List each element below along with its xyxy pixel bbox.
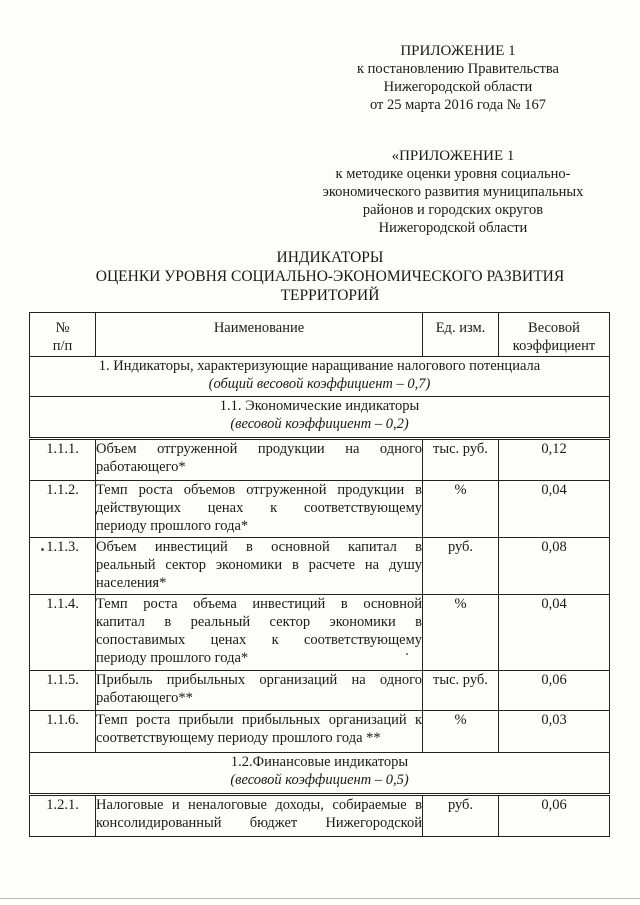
method-appendix-block: [298, 147, 608, 237]
appendix-line: ПРИЛОЖЕНИЕ 1: [400, 43, 516, 59]
table-header-row: [30, 313, 610, 357]
row-name: Темп роста объемов отгруженной продукции в действующих ценах к соответствующему периоду прошлого года*: [96, 481, 423, 538]
row-number: 1.1.3.: [30, 538, 96, 595]
appendix-block: [318, 42, 598, 114]
row-weight: 0,04: [499, 481, 610, 538]
subsection-row: [30, 753, 610, 795]
row-unit: %: [423, 595, 499, 671]
row-weight: 0,06: [499, 795, 610, 837]
row-weight: 0,04: [499, 595, 610, 671]
section-1-cell: [30, 357, 610, 397]
scan-speck: [406, 653, 408, 655]
title-line: ТЕРРИТОРИЙ: [280, 287, 380, 304]
appendix-line: от 25 марта 2016 года № 167: [370, 97, 546, 113]
row-weight: 0,12: [499, 439, 610, 481]
subsection-weight: (весовой коэффициент – 0,2): [230, 416, 409, 432]
document-title: [60, 248, 600, 305]
subsection-row: [30, 397, 610, 439]
subsection-1-2-cell: [30, 753, 610, 795]
scan-speck: [41, 548, 44, 551]
row-name: Темп роста объема инвестиций в основной капитал в реальный сектор экономики в сопоставимых ценах к соответствующему периоду прошлого года*: [96, 595, 423, 671]
header-unit: Ед. изм.: [423, 313, 499, 357]
subsection-title: 1.2.Финансовые индикаторы: [230, 754, 409, 770]
appendix-line: Нижегородской области: [383, 79, 533, 95]
subsection-1-1-cell: [30, 397, 610, 439]
row-unit: руб.: [423, 795, 499, 837]
row-unit: тыс. руб.: [423, 671, 499, 711]
appendix-line: к постановлению Правительства: [357, 61, 559, 77]
row-unit: тыс. руб.: [423, 439, 499, 481]
header-number: № п/п: [30, 313, 96, 357]
title-line: ИНДИКАТОРЫ: [276, 249, 384, 266]
row-unit: %: [423, 711, 499, 753]
row-number: 1.1.2.: [30, 481, 96, 538]
method-appendix-line: экономического развития муниципальных: [322, 184, 584, 200]
row-number: 1.1.4.: [30, 595, 96, 671]
row-name: Темп роста прибыли прибыльных организаций к соответствующему периоду прошлого года **: [96, 711, 423, 753]
scan-edge-line: [0, 898, 640, 899]
table-row: [30, 671, 610, 711]
row-name: Налоговые и неналоговые доходы, собираемые в консолидированный бюджет Нижегородской: [96, 795, 423, 837]
table-row: [30, 595, 610, 671]
indicators-table: [29, 312, 610, 837]
method-appendix-line: районов и городских округов: [362, 202, 544, 218]
table-row: [30, 538, 610, 595]
table-row: [30, 795, 610, 837]
row-weight: 0,06: [499, 671, 610, 711]
row-weight: 0,08: [499, 538, 610, 595]
table-row: [30, 711, 610, 753]
row-name: Прибыль прибыльных организаций на одного работающего**: [96, 671, 423, 711]
row-unit: %: [423, 481, 499, 538]
table-row: [30, 481, 610, 538]
title-line: ОЦЕНКИ УРОВНЯ СОЦИАЛЬНО-ЭКОНОМИЧЕСКОГО РАЗВИТИЯ: [95, 268, 565, 285]
table-row: [30, 439, 610, 481]
subsection-weight: (весовой коэффициент – 0,5): [230, 772, 409, 788]
header-name: Наименование: [96, 313, 423, 357]
section-title: 1. Индикаторы, характеризующие наращивание налогового потенциала: [98, 358, 541, 374]
row-name: Объем отгруженной продукции на одного работающего*: [96, 439, 423, 481]
row-number: 1.2.1.: [30, 795, 96, 837]
row-weight: 0,03: [499, 711, 610, 753]
row-number: 1.1.1.: [30, 439, 96, 481]
subsection-title: 1.1. Экономические индикаторы: [219, 398, 420, 414]
header-weight: Весовой коэффициент: [499, 313, 610, 357]
section-weight: (общий весовой коэффициент – 0,7): [208, 376, 431, 392]
row-name: Объем инвестиций в основной капитал в реальный сектор экономики в расчете на душу населения*: [96, 538, 423, 595]
row-number: 1.1.5.: [30, 671, 96, 711]
row-number: 1.1.6.: [30, 711, 96, 753]
method-appendix-line: к методике оценки уровня социально-: [335, 166, 571, 182]
method-appendix-line: Нижегородской области: [378, 220, 528, 236]
row-unit: руб.: [423, 538, 499, 595]
section-row: [30, 357, 610, 397]
method-appendix-line: «ПРИЛОЖЕНИЕ 1: [391, 148, 515, 164]
